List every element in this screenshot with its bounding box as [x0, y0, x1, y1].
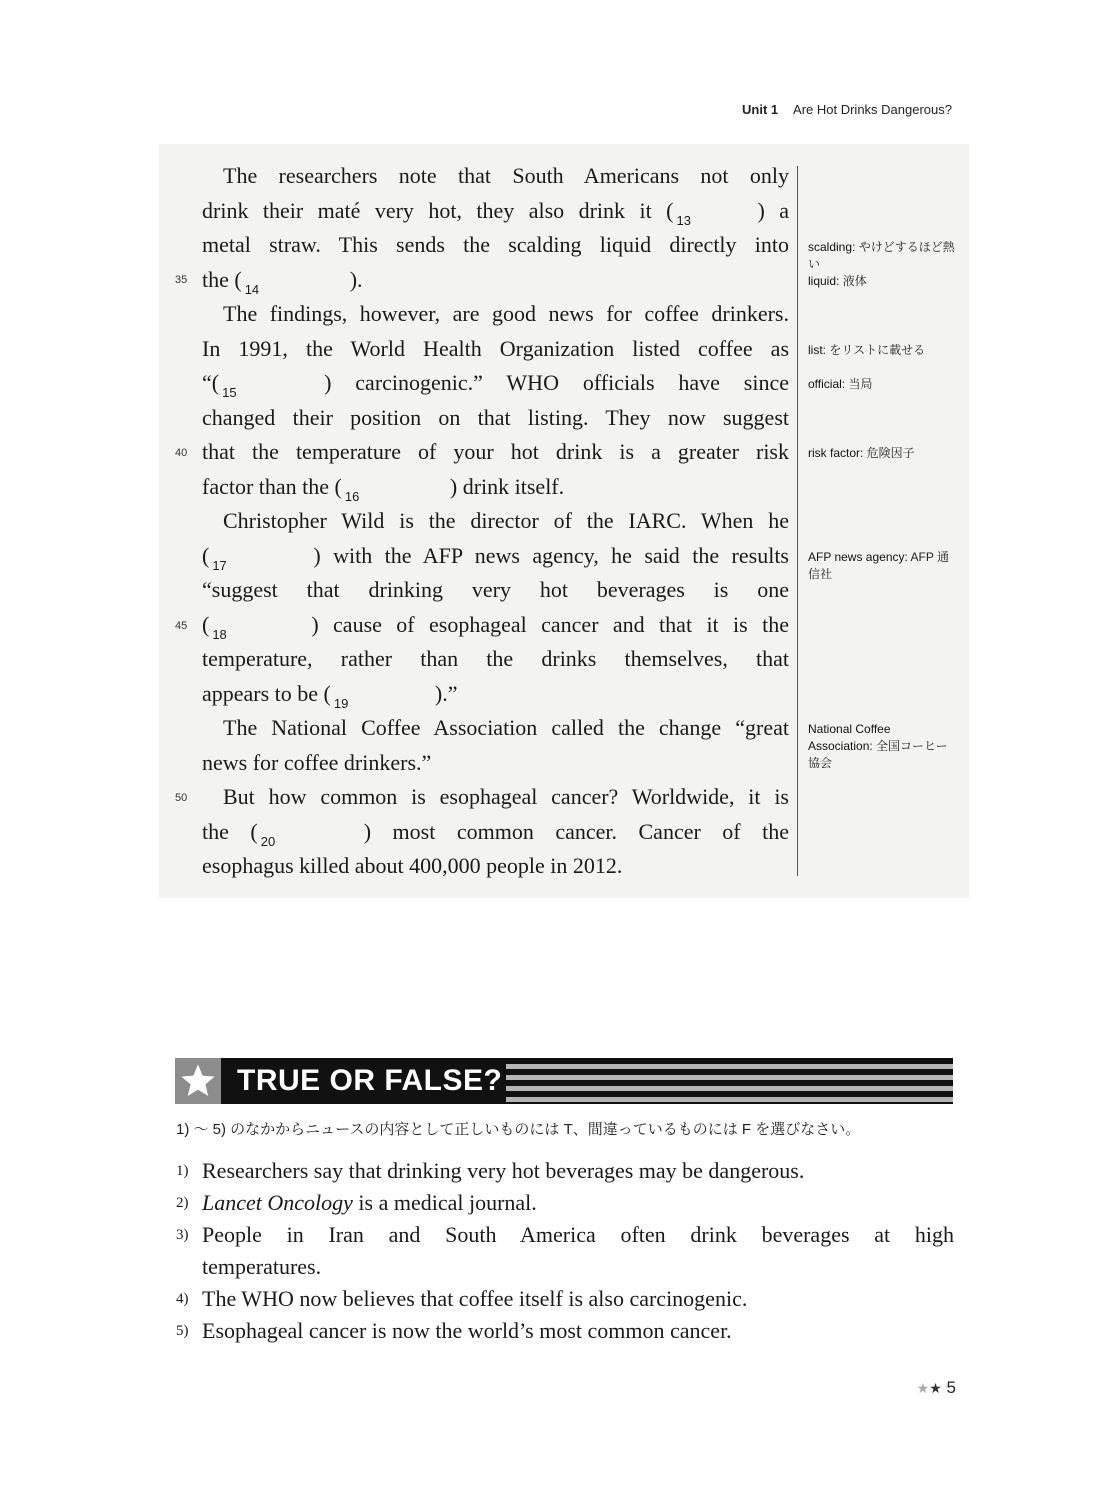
- text-line: appears to be ( 19 ).”: [202, 680, 458, 711]
- running-head: [742, 102, 952, 117]
- text-line: The findings, however, are good news for coffee drinkers.: [223, 301, 789, 326]
- line-number: 40: [175, 447, 188, 459]
- text-line: The researchers note that South Americans not only: [223, 163, 789, 188]
- star-icon: ★: [916, 1380, 930, 1396]
- list-item: 4) The WHO now believes that coffee itself is also carcinogenic.: [176, 1286, 748, 1311]
- text-line: In 1991, the World Health Organization listed coffee as: [202, 335, 789, 361]
- text-line: ( 18 ) cause of esophageal cancer and that it is the: [202, 611, 789, 642]
- text-line: factor than the ( 16 ) drink itself.: [202, 473, 565, 504]
- unit-title: Are Hot Drinks Dangerous?: [793, 102, 952, 117]
- text-line: The National Coffee Association called the change “great: [223, 715, 789, 740]
- gloss-official: official: 当局: [808, 377, 873, 391]
- text-line: “suggest that drinking very hot beverages is one: [202, 577, 789, 602]
- gloss-risk-factor: risk factor: 危険因子: [808, 446, 915, 460]
- instructions: 1) ～ 5) のなかからニュースの内容として正しいものには T、間違っているものには F を選びなさい。: [176, 1121, 861, 1138]
- text-line: But how common is esophageal cancer? Worldwide, it is: [223, 784, 789, 809]
- list-item: 1) Researchers say that drinking very hot beverages may be dangerous.: [176, 1158, 805, 1183]
- true-false-list: [176, 1155, 954, 1347]
- true-or-false-banner: [175, 1058, 953, 1104]
- gloss-liquid: liquid: 液体: [808, 274, 867, 288]
- gloss-divider: [797, 166, 798, 876]
- text-line: “( 15 ) carcinogenic.” WHO officials have since: [202, 370, 789, 400]
- list-item: 2) Lancet Oncology is a medical journal.: [176, 1190, 537, 1215]
- line-number: 50: [175, 792, 188, 804]
- unit-label: Unit 1: [742, 102, 779, 117]
- list-item: 5) Esophageal cancer is now the world’s most common cancer.: [176, 1318, 732, 1343]
- text-line: metal straw. This sends the scalding liquid directly into: [202, 232, 789, 257]
- text-line: news for coffee drinkers.”: [202, 749, 432, 775]
- text-line: the ( 14 ).: [202, 266, 363, 297]
- text-line: esophagus killed about 400,000 people in 2012.: [202, 853, 623, 878]
- text-line: ( 17 ) with the AFP news agency, he said the results: [202, 542, 789, 573]
- reading-panel: [159, 144, 969, 898]
- line-number: 35: [175, 274, 188, 286]
- text-line: Christopher Wild is the director of the IARC. When he: [223, 508, 789, 533]
- gloss-list: list: をリストに載せる: [808, 343, 926, 357]
- journal-title: Lancet Oncology: [202, 1190, 353, 1215]
- section-title: TRUE OR FALSE?: [221, 1058, 506, 1104]
- reading-text: [202, 159, 789, 884]
- star-icon: [175, 1058, 221, 1104]
- line-number: 45: [175, 620, 188, 632]
- text-line: that the temperature of your hot drink is a greater risk: [202, 439, 789, 464]
- text-line: changed their position on that listing. They now suggest: [202, 404, 789, 430]
- text-line: temperature, rather than the drinks themselves, that: [202, 646, 789, 671]
- page-number: ★★ 5: [916, 1378, 956, 1397]
- gloss-national-coffee-association: National Coffee Association: 全国コーヒー協会: [808, 722, 948, 770]
- list-item: 3) People in Iran and South America often drink beverages at high temperatures.: [176, 1222, 954, 1279]
- gloss-afp: AFP news agency: AFP 通信社: [808, 550, 949, 581]
- star-icon: ★: [929, 1380, 942, 1396]
- text-line: the ( 20 ) most common cancer. Cancer of the: [202, 818, 790, 849]
- banner-stripes: [506, 1058, 953, 1104]
- text-line: drink their maté very hot, they also drink it ( 13 ) a: [202, 197, 789, 228]
- gloss-scalding: scalding: やけどするほど熱い: [808, 240, 955, 271]
